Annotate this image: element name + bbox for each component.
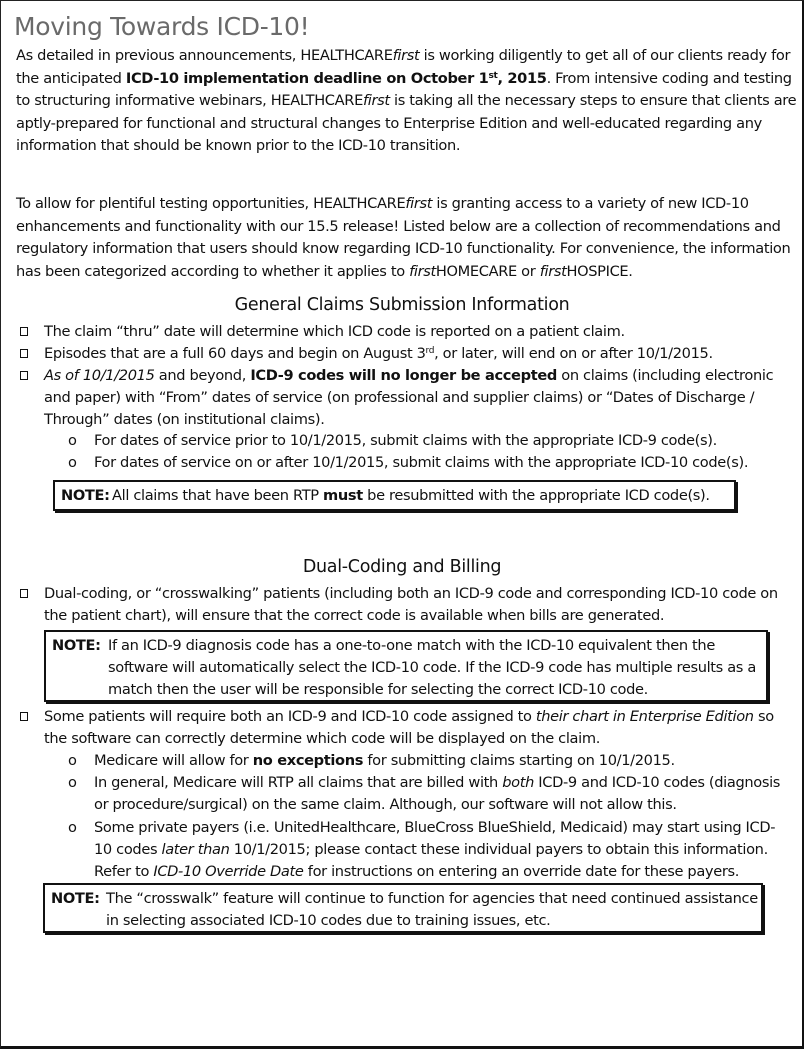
list-item: Dual-coding, or “crosswalking” patients (including both an ICD-9 code and corresponding ICD-10 code on the patient chart), will ensure that the correct code is available when bills are generated. <box>20 583 795 627</box>
sub-list-item: o Medicare will allow for no exceptions for submitting claims starting on 10/1/2015. <box>68 750 788 772</box>
list-item: Some patients will require both an ICD-9 and ICD-10 code assigned to their chart in Enterprise Edition so the software can correctly determine which code will be displayed on the claim. <box>20 706 795 750</box>
list-item: Episodes that are a full 60 days and begin on August 3rd, or later, will end on or after 10/1/2015. <box>20 343 795 365</box>
circle-bullet-icon: o <box>68 752 77 769</box>
list-item: As of 10/1/2015 and beyond, ICD-9 codes will no longer be accepted on claims (including electronic and paper) with “From” dates of service (on professional and supplier claims) or “Dates of Discharge / Through” dates (on institutional claims). <box>20 365 795 431</box>
note-box <box>44 630 768 702</box>
intro-paragraph-2: To allow for plentiful testing opportunities, HEALTHCAREfirst is granting access to a variety of new ICD-10 enhancements and functionality with our 15.5 release! Listed below are a collection of recommendations and regulatory information that users should know regarding ICD-10 functionality. For convenience, the information has been categorized according to whether it applies to firstHOMECARE or firstHOSPICE. <box>16 195 791 280</box>
checkbox-bullet-icon <box>20 589 28 598</box>
note-label: NOTE: <box>61 487 110 504</box>
checkbox-bullet-icon <box>20 349 28 358</box>
sub-list-item: o Some private payers (i.e. UnitedHealthcare, BlueCross BlueShield, Medicaid) may start using ICD-10 codes later than 10/1/2015; please contact these individual payers to obtain this information. Refer to ICD-10 Override Date for instructions on entering an override date for these payers. <box>68 819 776 880</box>
circle-bullet-icon: o <box>68 774 77 791</box>
circle-bullet-icon: o <box>68 819 77 836</box>
page-title: Moving Towards ICD-10! <box>14 12 310 41</box>
note-box <box>43 883 763 933</box>
sub-list-item: o In general, Medicare will RTP all claims that are billed with both ICD-9 and ICD-10 codes (diagnosis or procedure/surgical) on the same claim. Although, our software will not allow this. <box>68 774 781 813</box>
list-item: The claim “thru” date will determine which ICD code is reported on a patient claim. <box>20 321 795 343</box>
note-label: NOTE: <box>51 890 100 907</box>
checkbox-bullet-icon <box>20 371 28 380</box>
checkbox-bullet-icon <box>20 327 28 336</box>
section-heading-dual-coding: Dual-Coding and Billing <box>302 557 502 577</box>
circle-bullet-icon: o <box>68 454 77 471</box>
intro-paragraph-1: As detailed in previous announcements, HEALTHCAREfirst is working diligently to get all of our clients ready for the anticipated ICD-10 implementation deadline on October 1st, 2015. From intensive coding and testing to structuring informative webinars, HEALTHCAREfirst is taking all the necessary steps to ensure that clients are aptly-prepared for functional and structural changes to Enterprise Edition and well-educated regarding any information that should be known prior to the ICD-10 transition. <box>16 47 797 154</box>
sub-list-item: o For dates of service on or after 10/1/2015, submit claims with the appropriate ICD-10 code(s). <box>68 452 788 474</box>
section-heading-general-claims: General Claims Submission Information <box>234 295 570 315</box>
sub-list-item: o For dates of service prior to 10/1/2015, submit claims with the appropriate ICD-9 code(s). <box>68 430 788 452</box>
note-text: The “crosswalk” feature will continue to function for agencies that need continued assistance in selecting associated ICD-10 codes due to training issues, etc. <box>106 890 758 929</box>
note-box <box>53 480 736 511</box>
checkbox-bullet-icon <box>20 712 28 721</box>
note-text: All claims that have been RTP must be resubmitted with the appropriate ICD code(s). <box>112 487 710 504</box>
note-label: NOTE: <box>52 637 101 654</box>
note-text: If an ICD-9 diagnosis code has a one-to-one match with the ICD-10 equivalent then the software will automatically select the ICD-10 code. If the ICD-9 code has multiple results as a match then the user will be responsible for selecting the correct ICD-10 code. <box>108 637 756 698</box>
circle-bullet-icon: o <box>68 432 77 449</box>
